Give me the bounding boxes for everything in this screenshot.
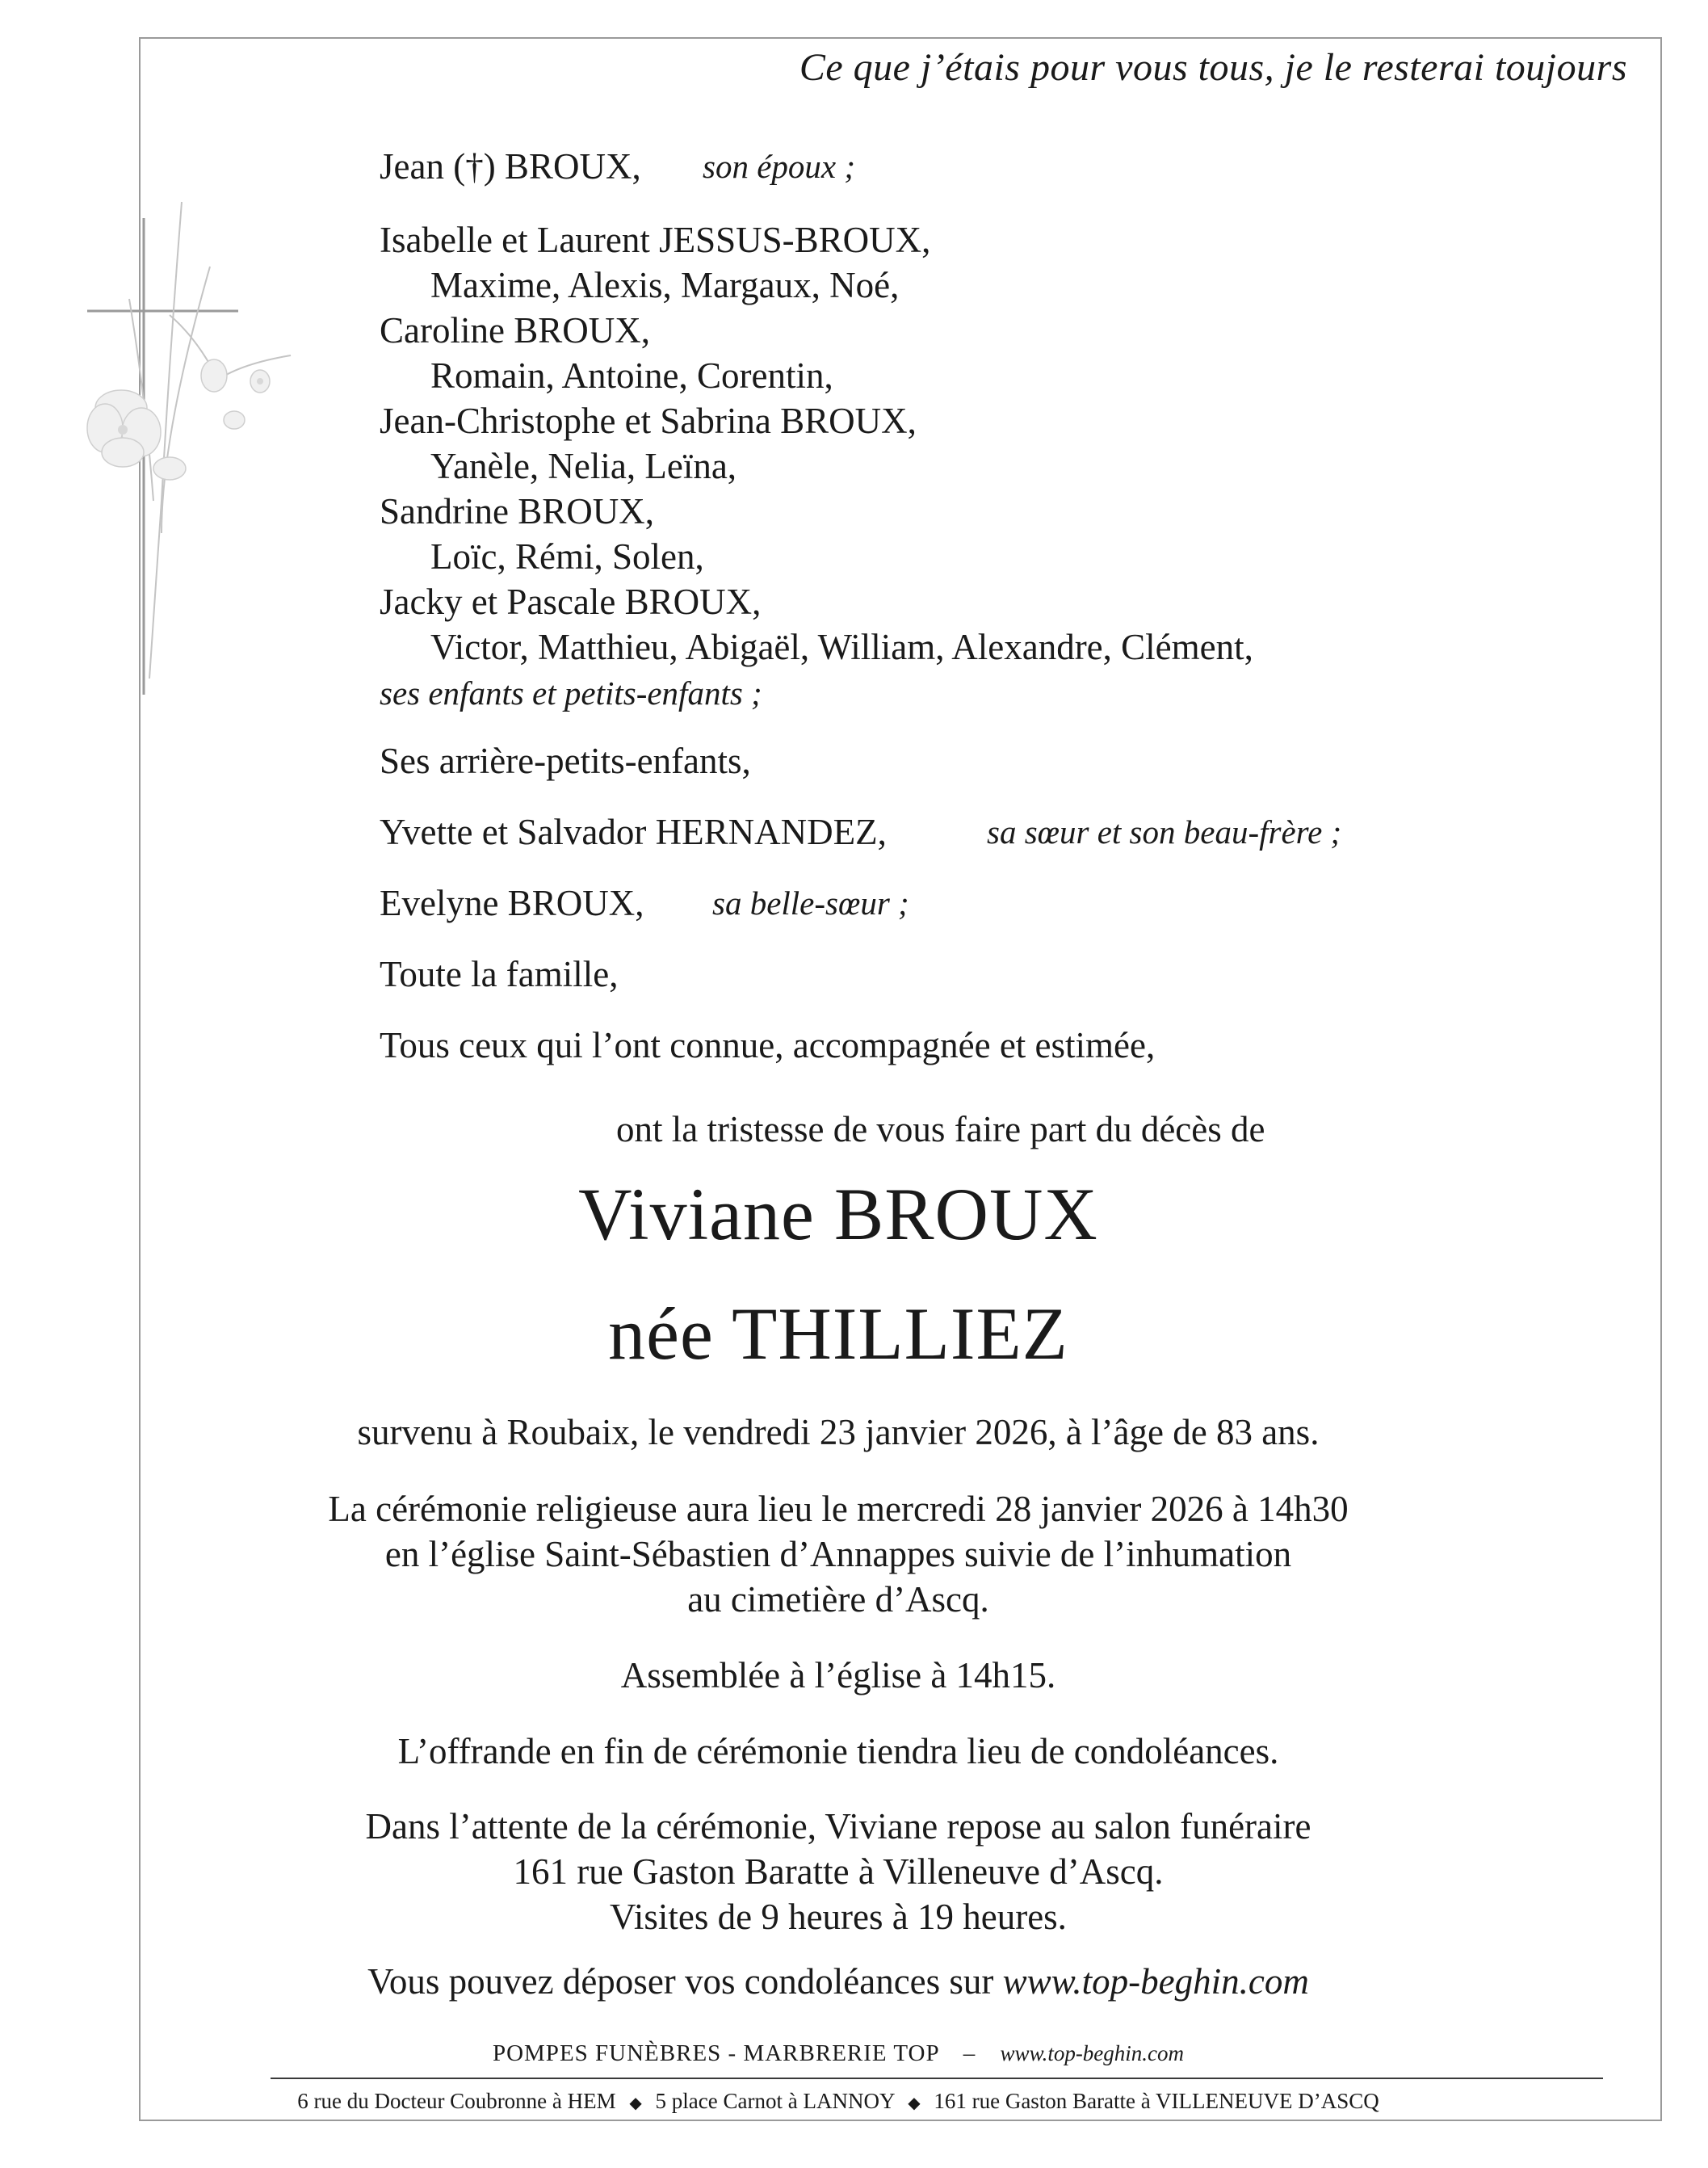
family-line [380, 809, 1342, 855]
family-line [380, 579, 761, 624]
family-line [430, 263, 899, 308]
condolences-text: Vous pouvez déposer vos condoléances sur [367, 1961, 994, 2002]
family-name: Toute la famille, [380, 954, 619, 994]
diamond-icon: ◆ [629, 2093, 642, 2112]
salon-line: Visites de 9 heures à 19 heures. [610, 1897, 1067, 1937]
family-line [380, 308, 650, 353]
family-name: Jean (†) BROUX, [380, 146, 641, 187]
ceremony-line: La cérémonie religieuse aura lieu le mercredi 28 janvier 2026 à 14h30 [328, 1489, 1349, 1529]
family-name: Maxime, Alexis, Margaux, Noé, [430, 265, 900, 305]
ceremony-line: au cimetière d’Ascq. [687, 1579, 989, 1620]
family-line [380, 217, 930, 263]
family-name: Jean-Christophe et Sabrina BROUX, [380, 401, 917, 441]
salon-details [77, 1804, 1600, 1939]
family-relation: sa belle-sœur ; [712, 884, 909, 922]
salon-line: 161 rue Gaston Baratte à Villeneuve d’Ascq. [513, 1851, 1164, 1892]
condolences-line [77, 1959, 1600, 2004]
announcement: ont la tristesse de vous faire part du décès de [616, 1109, 1265, 1149]
family-name: Romain, Antoine, Corentin, [430, 355, 833, 396]
family-line [380, 880, 909, 926]
family-name: Jacky et Pascale BROUX, [380, 582, 762, 622]
footer-company [77, 2040, 1600, 2067]
ceremony-details [77, 1486, 1600, 1622]
footer-address: 6 rue du Docteur Coubronne à HEM [297, 2089, 616, 2113]
family-line [380, 489, 654, 534]
family-name: Evelyne BROUX, [380, 883, 644, 923]
family-name: Sandrine BROUX, [380, 491, 654, 531]
family-line [430, 534, 704, 579]
assembly-time: Assemblée à l’église à 14h15. [620, 1655, 1056, 1695]
family-line [430, 353, 833, 398]
footer-dash: – [963, 2040, 976, 2066]
death-notice: survenu à Roubaix, le vendredi 23 janvier 2026, à l’âge de 83 ans. [357, 1412, 1320, 1452]
footer-addresses [77, 2089, 1600, 2114]
family-name: Tous ceux qui l’ont connue, accompagnée et estimée, [380, 1025, 1156, 1065]
cross-orchid-icon [40, 194, 331, 711]
family-line [380, 738, 751, 784]
footer-website-link[interactable]: www.top-beghin.com [1000, 2041, 1185, 2065]
footer-divider [271, 2078, 1603, 2079]
condolences-link[interactable]: www.top-beghin.com [1002, 1961, 1309, 2002]
ceremony-line: en l’église Saint-Sébastien d’Annappes suivie de l’inhumation [384, 1534, 1292, 1574]
family-line [380, 1023, 1155, 1068]
family-name: Caroline BROUX, [380, 310, 650, 351]
footer-address: 5 place Carnot à LANNOY [655, 2089, 895, 2113]
footer-address: 161 rue Gaston Baratte à VILLENEUVE D’ASCQ [934, 2089, 1379, 2113]
family-name: Yvette et Salvador HERNANDEZ, [380, 812, 887, 852]
family-name: Victor, Matthieu, Abigaël, William, Alexandre, Clément, [430, 627, 1253, 667]
family-name: Yanèle, Nelia, Leïna, [430, 446, 737, 486]
offering-notice: L’offrande en fin de cérémonie tiendra lieu de condoléances. [397, 1731, 1279, 1771]
family-relation: son époux ; [703, 148, 856, 185]
deceased-maiden-name: née THILLIEZ [608, 1292, 1068, 1375]
family-line [380, 670, 762, 716]
family-name: Isabelle et Laurent JESSUS-BROUX, [380, 220, 931, 260]
motto: Ce que j’étais pour vous tous, je le resterai toujours [799, 46, 1627, 89]
company-name: POMPES FUNÈBRES - MARBRERIE TOP [492, 2040, 939, 2066]
family-name: Loïc, Rémi, Solen, [430, 536, 704, 577]
diamond-icon: ◆ [908, 2093, 921, 2112]
deceased-name: Viviane BROUX [578, 1173, 1098, 1255]
family-name: Ses arrière-petits-enfants, [380, 741, 751, 781]
family-line [380, 144, 856, 189]
family-line [430, 443, 736, 489]
family-line [430, 624, 1253, 670]
salon-line: Dans l’attente de la cérémonie, Viviane repose au salon funéraire [365, 1806, 1311, 1847]
family-relation: sa sœur et son beau-frère ; [987, 813, 1342, 851]
family-line [380, 952, 619, 997]
family-line [380, 398, 917, 443]
family-relation: ses enfants et petits-enfants ; [380, 674, 762, 712]
